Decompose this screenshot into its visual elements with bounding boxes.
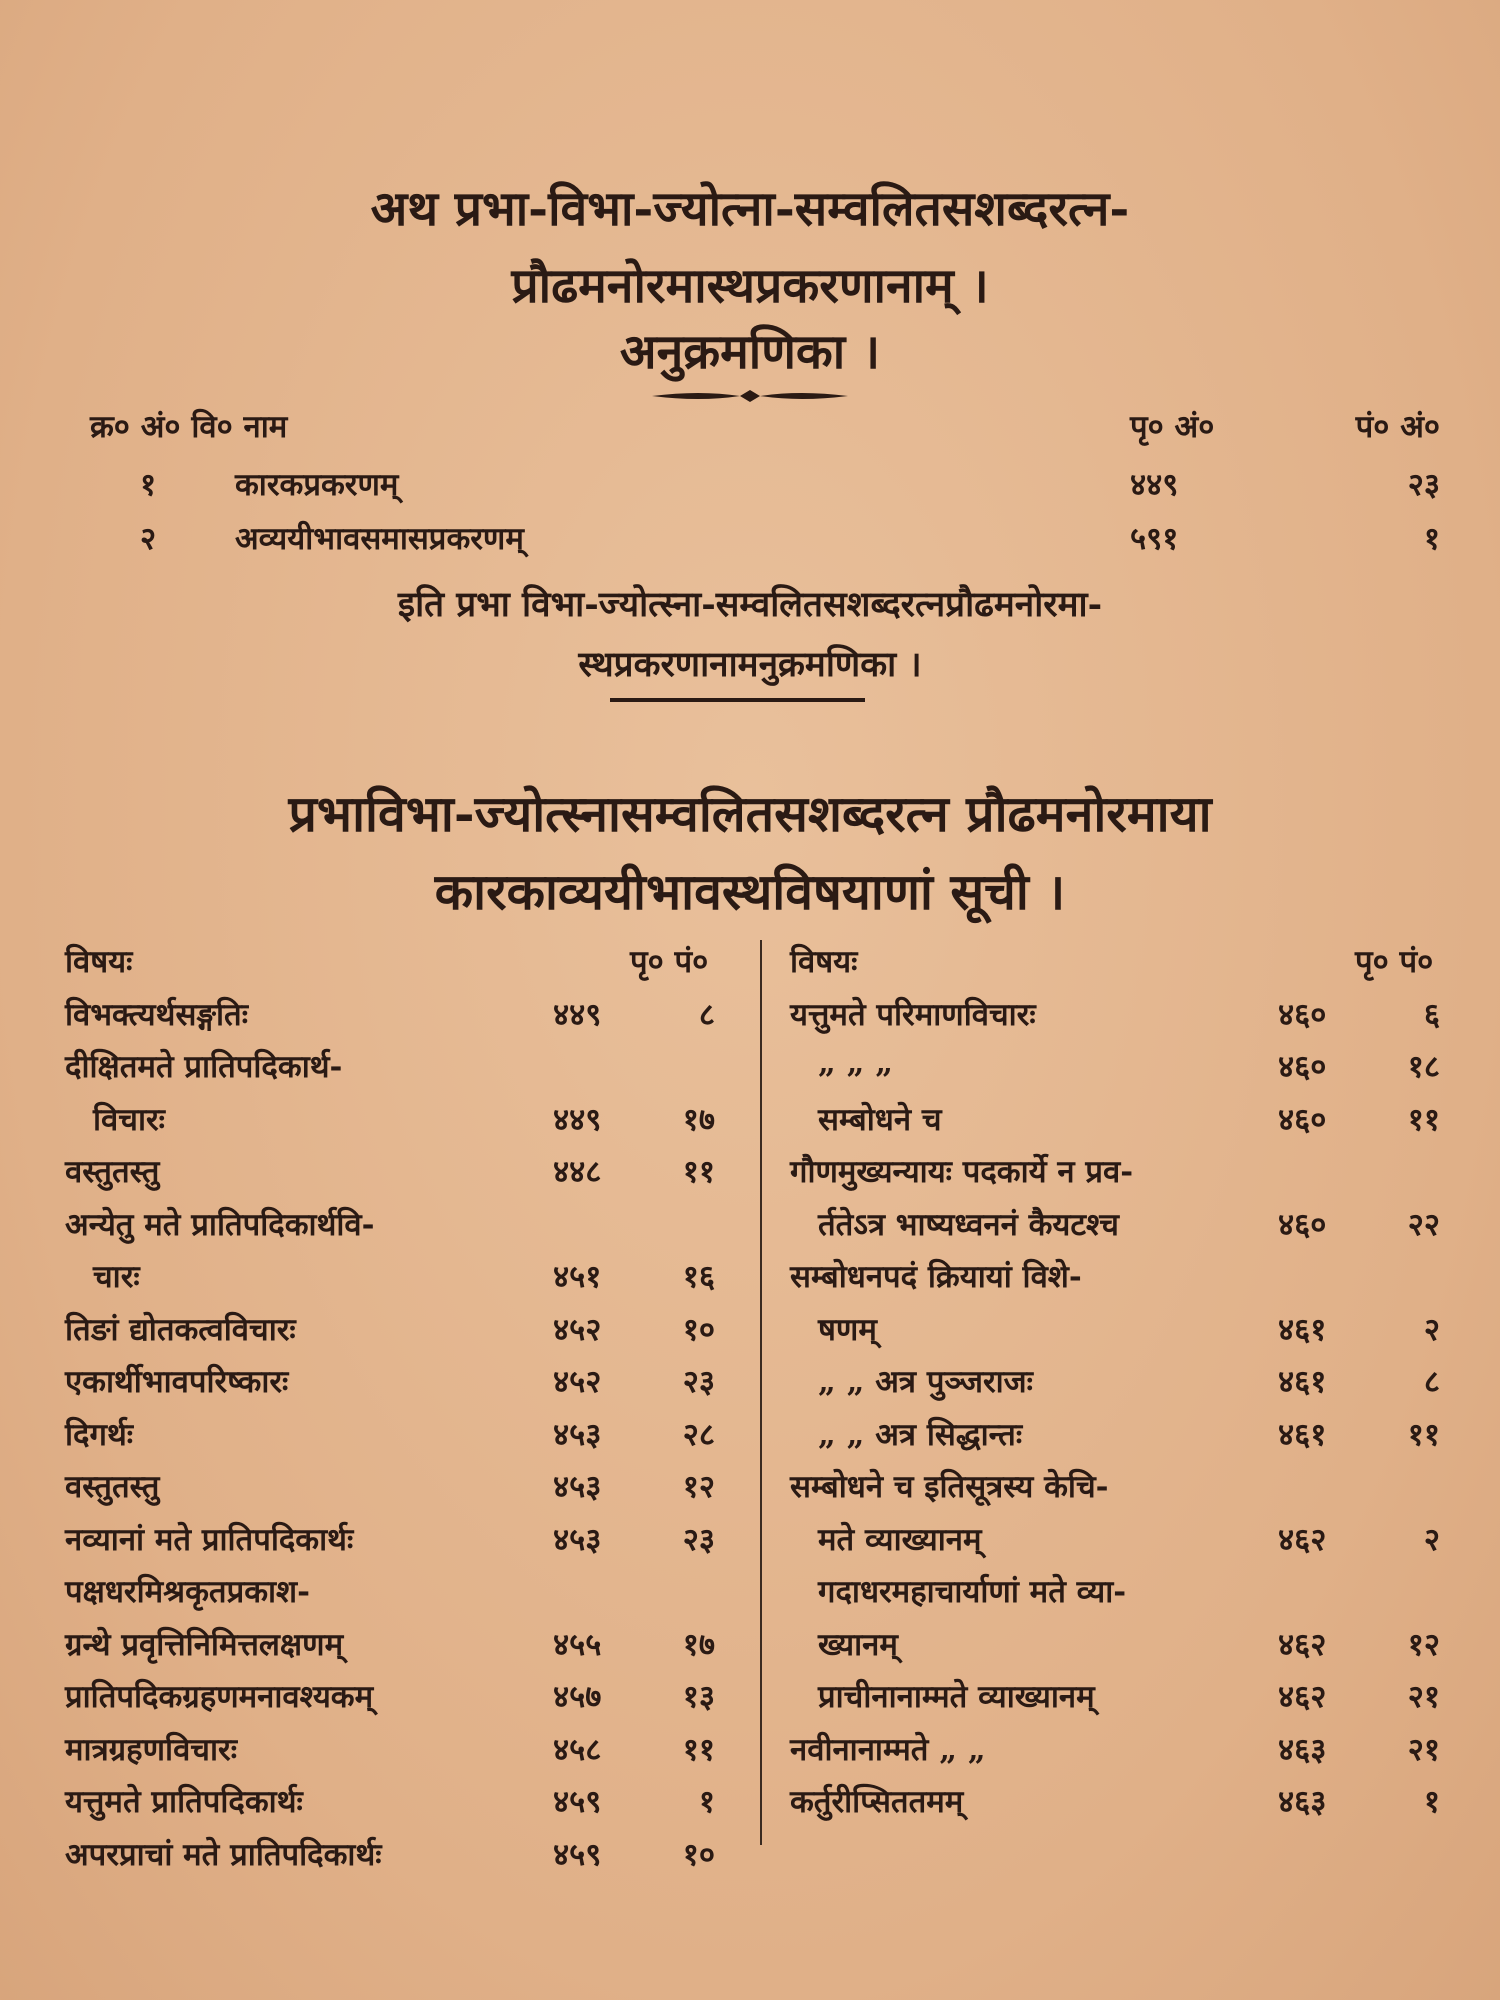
index-entry-page: ४५७ <box>553 1679 602 1715</box>
toc-title-line-1: अथ प्रभा-विभा-ज्योत्ना-सम्वलितसशब्दरत्न- <box>370 181 1130 237</box>
index-entry-text: प्रातिपदिकग्रहणमनावश्यकम् <box>65 1679 374 1715</box>
index-entry-page: ४६१ <box>1278 1416 1327 1453</box>
subject-title-line-1: प्रभाविभा-ज्योत्स्नासम्वलितसशब्दरत्न प्रौढमनोरमाया <box>288 784 1212 843</box>
toc-header-line: पं० अं० <box>1355 409 1440 445</box>
index-entry-page: ४५१ <box>553 1259 602 1295</box>
index-entry-page: ४४८ <box>553 1154 602 1190</box>
index-entry-text: „ „ „ <box>818 1045 894 1081</box>
index-entry-text: „ „ अत्र सिद्धान्तः <box>818 1416 1023 1453</box>
index-entry-line: १८ <box>1407 1049 1440 1085</box>
index-entry-page: ४५२ <box>553 1311 602 1348</box>
index-entry-line: २८ <box>682 1416 715 1453</box>
index-entry-text: वस्तुतस्तु <box>65 1154 160 1190</box>
index-entry-line: २ <box>1423 1521 1440 1558</box>
index-header-subject: विषयः <box>790 944 858 980</box>
toc-title-line-3: अनुक्रमणिका । <box>619 324 881 380</box>
index-header-pages: पृ० पं० <box>630 944 709 980</box>
toc-row-number: २ <box>140 521 157 557</box>
index-entry-page: ४५२ <box>553 1364 602 1400</box>
column-divider <box>760 940 762 1845</box>
index-entry-text: पक्षधरमिश्रकृतप्रकाश- <box>65 1574 310 1610</box>
index-entry <box>65 1728 725 1768</box>
index-entry-line: ११ <box>1407 1101 1440 1138</box>
index-entry-line: ११ <box>682 1731 715 1768</box>
subject-title-line-2: कारकाव्ययीभावस्थविषयाणां सूची । <box>434 862 1066 921</box>
index-entry-line: १ <box>698 1784 715 1820</box>
index-entry-text: दीक्षितमते प्रातिपदिकार्थ- <box>65 1049 343 1085</box>
index-entry-text: षणम् <box>818 1311 877 1348</box>
index-entry-line: २१ <box>1407 1679 1440 1715</box>
index-entry-page: ४५९ <box>553 1836 602 1873</box>
index-entry-page: ४६१ <box>1278 1311 1327 1348</box>
index-entry-text: गदाधरमहाचार्याणां मते व्या- <box>818 1574 1127 1610</box>
index-entry-page: ४६२ <box>1278 1626 1327 1663</box>
index-header-row <box>65 940 725 980</box>
index-entry-text: नवीनानाम्मते „ „ <box>790 1731 986 1768</box>
index-entry-text: गौणमुख्यन्यायः पदकार्ये न प्रव- <box>790 1154 1134 1190</box>
index-entry <box>65 1675 725 1715</box>
toc-row-name: अव्ययीभावसमासप्रकरणम् <box>235 521 524 557</box>
index-entry-line: ८ <box>698 996 715 1033</box>
index-entry-text: अन्येतु मते प्रातिपदिकार्थवि- <box>65 1206 375 1243</box>
index-header-subject: विषयः <box>65 944 133 980</box>
toc-title-line-2: प्रौढमनोरमास्थप्रकरणानाम् । <box>511 258 989 314</box>
index-entry-line: ८ <box>1423 1364 1440 1400</box>
index-entry <box>65 1780 725 1820</box>
index-entry <box>65 1570 725 1610</box>
index-entry-line: ११ <box>682 1154 715 1190</box>
index-entry-line: १२ <box>682 1469 715 1505</box>
index-entry-page: ४६३ <box>1278 1731 1327 1768</box>
index-entry <box>65 1360 725 1400</box>
index-entry <box>65 1833 725 1873</box>
index-entry-text: सम्बोधनपदं क्रियायां विशे- <box>790 1259 1082 1295</box>
toc-colophon-line-1: इति प्रभा विभा-ज्योत्स्ना-सम्वलितसशब्दरत्नप्रौढमनोरमा- <box>397 584 1103 625</box>
toc-colophon-line-2: स्थप्रकरणानामनुक्रमणिका । <box>578 644 922 685</box>
index-entry-page: ४५३ <box>553 1416 602 1453</box>
index-entry-line: १० <box>682 1836 715 1873</box>
index-entry-text: कर्तुरीप्सिततमम् <box>790 1784 964 1820</box>
index-entry-page: ४६० <box>1278 1049 1327 1085</box>
index-entry-text: विभक्त्यर्थसङ्गतिः <box>65 996 248 1033</box>
index-entry <box>65 1413 725 1453</box>
toc-row-line: १ <box>1423 521 1440 557</box>
toc-row-line: २३ <box>1407 467 1440 503</box>
index-entry-text: सम्बोधने च <box>818 1101 942 1138</box>
index-entry-text: यत्तुमते प्रातिपदिकार्थः <box>65 1784 303 1820</box>
index-entry-line: २ <box>1423 1311 1440 1348</box>
index-entry-page: ४६० <box>1278 1206 1327 1243</box>
toc-header-name: क्र० अं० वि० नाम <box>90 409 288 445</box>
index-entry-page: ४४९ <box>553 996 602 1033</box>
index-entry-page: ४६२ <box>1278 1679 1327 1715</box>
index-entry <box>790 993 1450 1033</box>
index-entry-text: र्ततेऽत्र भाष्यध्वननं कैयटश्च <box>818 1206 1119 1243</box>
index-entry <box>65 1045 725 1085</box>
index-entry-page: ४६१ <box>1278 1364 1327 1400</box>
index-entry <box>65 1098 725 1138</box>
index-entry <box>790 1413 1450 1453</box>
index-entry-page: ४६० <box>1278 1101 1327 1138</box>
index-entry <box>790 1203 1450 1243</box>
index-entry <box>790 1675 1450 1715</box>
index-entry <box>65 1255 725 1295</box>
index-header-pages: पृ० पं० <box>1355 944 1434 980</box>
index-entry-line: १२ <box>1407 1626 1440 1663</box>
index-entry <box>65 1203 725 1243</box>
index-entry-line: १७ <box>682 1626 715 1663</box>
index-entry <box>790 1518 1450 1558</box>
index-entry-text: वस्तुतस्तु <box>65 1469 160 1505</box>
index-header-row <box>790 940 1450 980</box>
index-entry <box>790 1045 1450 1085</box>
index-entry <box>790 1150 1450 1190</box>
index-entry-text: एकार्थीभावपरिष्कारः <box>65 1364 289 1400</box>
index-entry-page: ४४९ <box>553 1101 602 1138</box>
index-entry-text: मते व्याख्यानम् <box>818 1521 982 1558</box>
index-entry <box>65 1465 725 1505</box>
index-entry-text: अपरप्राचां मते प्रातिपदिकार्थः <box>65 1836 382 1873</box>
index-entry <box>790 1255 1450 1295</box>
index-entry <box>65 1150 725 1190</box>
toc-row-page: ५९१ <box>1130 521 1179 557</box>
section-divider <box>610 698 865 702</box>
index-entry-line: १० <box>682 1311 715 1348</box>
index-entry-page: ४५९ <box>553 1784 602 1820</box>
index-entry <box>65 1518 725 1558</box>
index-entry <box>790 1465 1450 1505</box>
index-entry-text: „ „ अत्र पुञ्जराजः <box>818 1364 1033 1400</box>
index-entry-line: २३ <box>682 1364 715 1400</box>
index-entry-page: ४६० <box>1278 996 1327 1033</box>
index-entry-text: ख्यानम् <box>818 1626 898 1663</box>
toc-row-name: कारकप्रकरणम् <box>235 467 399 503</box>
index-entry <box>790 1098 1450 1138</box>
index-entry-page: ४५३ <box>553 1469 602 1505</box>
toc-header-page: पृ० अं० <box>1130 409 1215 445</box>
ornament-divider <box>650 386 850 406</box>
index-entry-line: ६ <box>1423 996 1440 1033</box>
index-entry-text: विचारः <box>93 1101 165 1138</box>
index-entry-text: मात्रग्रहणविचारः <box>65 1731 237 1768</box>
index-entry-text: दिगर्थः <box>65 1416 134 1453</box>
index-entry-line: १६ <box>682 1259 715 1295</box>
index-entry-line: १ <box>1423 1784 1440 1820</box>
index-entry-line: २१ <box>1407 1731 1440 1768</box>
index-entry <box>65 1308 725 1348</box>
index-entry <box>790 1360 1450 1400</box>
toc-row-number: १ <box>140 467 157 503</box>
index-entry <box>65 993 725 1033</box>
index-entry <box>790 1308 1450 1348</box>
index-entry-line: २३ <box>682 1521 715 1558</box>
index-entry-page: ४६३ <box>1278 1784 1327 1820</box>
index-entry-text: यत्तुमते परिमाणविचारः <box>790 996 1036 1033</box>
index-entry-line: ११ <box>1407 1416 1440 1453</box>
index-entry-text: सम्बोधने च इतिसूत्रस्य केचि- <box>790 1469 1109 1505</box>
index-entry-text: प्राचीनानाम्मते व्याख्यानम् <box>818 1679 1095 1715</box>
index-entry-text: चारः <box>93 1259 140 1295</box>
index-entry <box>65 1623 725 1663</box>
index-entry-text: तिङां द्योतकत्वविचारः <box>65 1311 296 1348</box>
index-entry-line: १३ <box>682 1679 715 1715</box>
index-entry-text: ग्रन्थे प्रवृत्तिनिमित्तलक्षणम् <box>65 1626 344 1663</box>
index-entry <box>790 1570 1450 1610</box>
index-entry-page: ४५५ <box>553 1626 602 1663</box>
index-entry-page: ४५८ <box>553 1731 602 1768</box>
index-entry-page: ४५३ <box>553 1521 602 1558</box>
index-entry-page: ४६२ <box>1278 1521 1327 1558</box>
index-entry-text: नव्यानां मते प्रातिपदिकार्थः <box>65 1521 354 1558</box>
index-entry-line: २२ <box>1407 1206 1440 1243</box>
index-entry-line: १७ <box>682 1101 715 1138</box>
index-entry <box>790 1780 1450 1820</box>
index-entry <box>790 1728 1450 1768</box>
toc-row-page: ४४९ <box>1130 467 1179 503</box>
index-entry <box>790 1623 1450 1663</box>
